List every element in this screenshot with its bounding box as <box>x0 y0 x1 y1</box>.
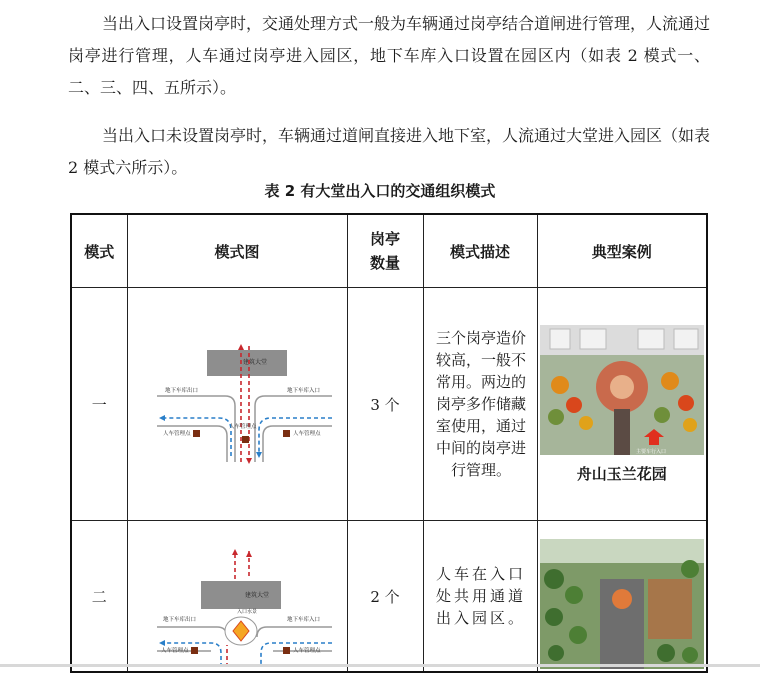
map-tree <box>579 416 593 430</box>
header-booth-count <box>347 214 423 288</box>
map-tree <box>661 372 679 390</box>
example-cell <box>537 521 707 673</box>
map-entry-road <box>614 409 630 455</box>
garage-entry-label: 地下车库入口 <box>287 388 321 394</box>
table-row <box>71 288 707 521</box>
blue-path-right <box>259 418 332 456</box>
right-booth-label: 人车管理点 <box>293 648 321 654</box>
map-building <box>674 329 698 349</box>
left-booth-label: 人车管理点 <box>163 431 191 437</box>
map-plaza-center <box>610 375 634 399</box>
map-tree <box>566 397 582 413</box>
red-arrow-up <box>232 549 238 555</box>
booth-left <box>191 647 198 654</box>
blue-arrow-down <box>256 452 262 458</box>
map-tree <box>569 626 587 644</box>
mode-one-diagram <box>137 344 337 464</box>
booth-count-cell: 2 个 <box>347 521 423 673</box>
description-cell: 人车在入口处共用通道出入园区。 <box>423 521 537 673</box>
center-booth-label: 人车管理点 <box>229 424 257 430</box>
mode-cell: 二 <box>71 521 127 673</box>
description-cell: 三个岗亭造价较高，一般不常用。两边的岗亭多作储藏室使用，通过中间的岗亭进行管理。 <box>423 288 537 521</box>
diagram-cell <box>127 288 347 521</box>
header-booth-line2: 数量 <box>369 254 400 272</box>
example-cell <box>537 288 707 521</box>
road-left-upper <box>157 627 227 637</box>
example-site-map <box>540 325 704 455</box>
blue-arrow-left <box>159 640 165 646</box>
map-building <box>580 329 606 349</box>
map-tree <box>681 560 699 578</box>
map-tree <box>544 569 564 589</box>
right-booth-label: 人车管理点 <box>293 431 321 437</box>
map-plaza <box>612 589 632 609</box>
map-tree <box>548 409 564 425</box>
map-tree <box>545 608 563 626</box>
header-mode: 模式 <box>71 214 127 288</box>
table-caption: 表 2 有大堂出入口的交通组织模式 <box>264 182 496 200</box>
map-tree <box>657 644 675 662</box>
road-right-upper <box>257 627 332 637</box>
map-tree <box>683 418 697 432</box>
building-label: 建筑大堂 <box>245 592 270 599</box>
header-description: 模式描述 <box>423 214 537 288</box>
road-right-upper <box>255 396 332 462</box>
garage-entry-label: 地下车库入口 <box>287 617 321 623</box>
mode-cell: 一 <box>71 288 127 521</box>
booth-right <box>283 647 290 654</box>
building-label: 建筑大堂 <box>243 359 268 366</box>
map-tree <box>548 645 564 661</box>
header-diagram: 模式图 <box>127 214 347 288</box>
road-left-upper <box>157 396 235 462</box>
map-building <box>550 329 570 349</box>
booth-count-cell: 3 个 <box>347 288 423 521</box>
red-arrow-up <box>238 344 244 350</box>
booth-center <box>242 436 249 443</box>
map-entry-label: 主要车行入口 <box>635 448 666 455</box>
map-deck <box>648 579 692 639</box>
paragraph-booth-setup: 当出入口设置岗亭时，交通处理方式一般为车辆通过岗亭结合道闸进行管理，人流通过岗亭进行管理，人车通过岗亭进入园区，地下车库入口设置在园区内（如表 2 模式一、二、三、四、五所示）。 <box>68 14 711 97</box>
table-row <box>71 521 707 673</box>
red-arrow-down <box>246 458 252 464</box>
map-top-strip <box>540 539 704 563</box>
map-tree <box>678 395 694 411</box>
table-header-row <box>71 214 707 288</box>
red-arrow-up <box>246 551 252 557</box>
example-name: 舟山玉兰花园 <box>576 464 667 483</box>
map-tree <box>654 407 670 423</box>
paragraph-no-booth: 当出入口未设置岗亭时，车辆通过道闸直接进入地下室，人流通过大堂进入园区（如表 2 模式六所示）。 <box>68 126 711 177</box>
mode-two-diagram <box>137 521 337 667</box>
traffic-mode-table <box>70 213 708 673</box>
garage-exit-label: 地下车库出口 <box>165 388 199 394</box>
example-site-map <box>540 539 704 669</box>
booth-left <box>193 430 200 437</box>
map-tree <box>565 586 583 604</box>
map-building <box>638 329 664 349</box>
map-tree <box>682 647 698 663</box>
garage-exit-label: 地下车库出口 <box>163 617 197 623</box>
center-label: 入口水景 <box>237 609 258 615</box>
header-booth-line1: 岗亭 <box>369 230 400 248</box>
blue-arrow-left <box>159 415 165 421</box>
map-tree <box>551 376 569 394</box>
booth-right <box>283 430 290 437</box>
diagram-cell <box>127 521 347 673</box>
header-example: 典型案例 <box>537 214 707 288</box>
left-booth-label: 人车管理点 <box>161 648 189 654</box>
